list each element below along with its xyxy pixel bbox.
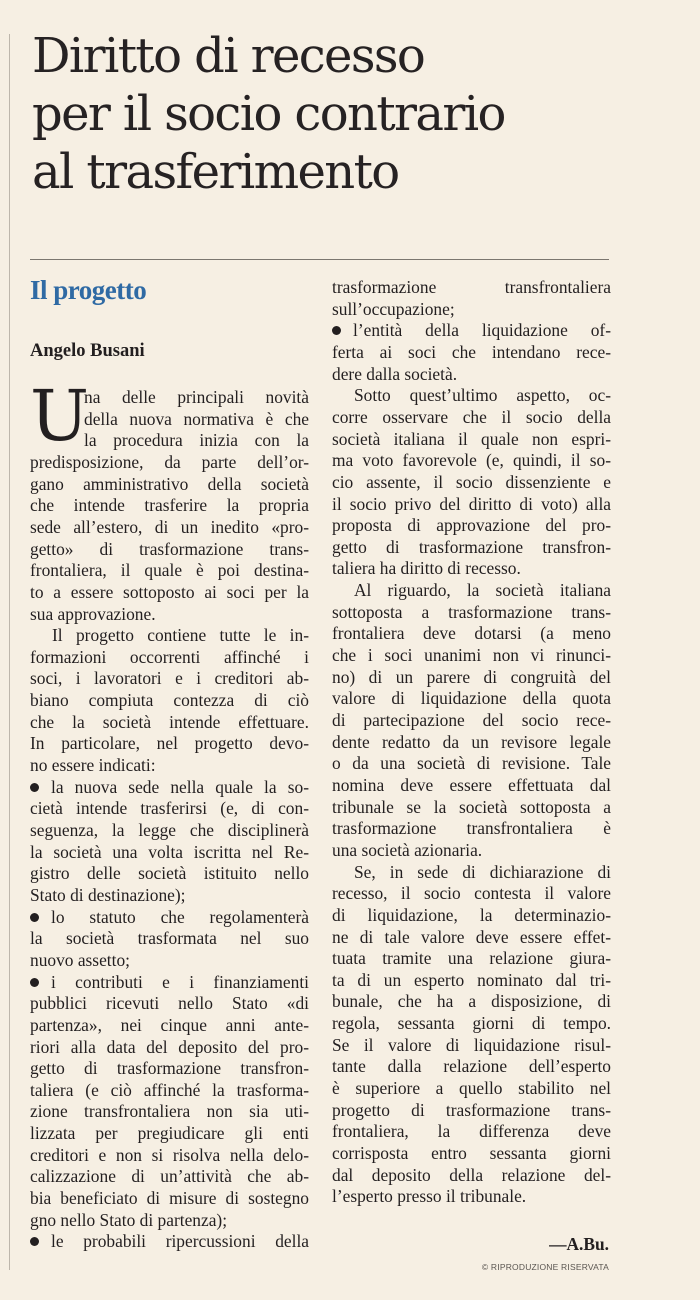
- text-line-content: sede all’estero, di un inedito «pro-: [30, 516, 309, 537]
- text-line: [30, 841, 309, 863]
- section-divider: [30, 259, 609, 260]
- text-line-content: pubblici ricevuti nello Stato «di: [30, 993, 309, 1014]
- text-line-content: bunale, che ha a disposizione, di: [332, 991, 611, 1012]
- text-line: [30, 1230, 309, 1252]
- text-line: [30, 516, 309, 538]
- text-line: [30, 1079, 309, 1101]
- text-line: [332, 1142, 611, 1164]
- text-line-content: frontaliera deve dotarsi (a meno: [332, 623, 611, 644]
- text-line: [30, 711, 309, 733]
- text-line: [332, 839, 611, 861]
- text-line-content: In particolare, nel progetto devo-: [30, 733, 309, 754]
- text-line: [332, 428, 611, 450]
- text-line: [332, 644, 611, 666]
- headline-line: per il socio contrario: [32, 86, 505, 142]
- text-line-content: frontaliera, la differenza deve: [332, 1121, 611, 1142]
- text-line-content: recesso, il socio contesta il valore: [332, 883, 611, 904]
- text-line: [332, 774, 611, 796]
- text-line: [332, 1120, 611, 1142]
- text-line: [332, 319, 611, 341]
- text-line: [332, 557, 611, 579]
- text-line: [30, 624, 309, 646]
- text-line: [30, 1165, 309, 1187]
- text-line-content: società italiana il quale non espri-: [332, 428, 611, 449]
- text-line-content: corre osservare che il socio della: [332, 406, 611, 427]
- text-line-content: seguenza, la legge che disciplinerà: [30, 820, 309, 840]
- text-line-content: Stato di destinazione);: [30, 884, 186, 905]
- text-line-content: dente redatto da un revisore legale: [332, 731, 611, 752]
- text-line: [332, 969, 611, 991]
- text-line-content: della nuova normativa è che: [84, 408, 309, 429]
- text-line-content: creditori e non si risolva nella delo-: [30, 1144, 309, 1165]
- text-line: [30, 408, 309, 430]
- text-line-content: ne di tale valore deve essere effet-: [332, 926, 611, 947]
- text-line-content: no) di un parere di congruità del: [332, 666, 611, 687]
- text-line: [30, 429, 309, 451]
- text-line: [332, 904, 611, 926]
- text-line: [332, 861, 611, 883]
- headline-line: al trasferimento: [32, 144, 399, 200]
- text-line: [30, 473, 309, 495]
- text-line: [30, 1122, 309, 1144]
- text-line: [332, 990, 611, 1012]
- text-line-content: lo statuto che regolamenterà: [51, 906, 309, 927]
- drop-cap: U: [30, 375, 89, 457]
- text-line: [332, 1012, 611, 1034]
- text-line-content: dere dalla società.: [332, 363, 458, 384]
- text-line-content: la nuova sede nella quale la so-: [51, 776, 309, 797]
- text-line-content: nomina deve essere effettuata dal: [332, 774, 611, 795]
- author-signature: —A.Bu.: [549, 1234, 609, 1254]
- text-line: [30, 646, 309, 668]
- text-line-content: tribunale se la società sottoposta a: [332, 796, 611, 817]
- text-line-content: getto di trasformazione transfron-: [332, 536, 611, 557]
- text-line: [30, 776, 309, 798]
- text-line-content: la società una volta iscritta nel Re-: [30, 841, 309, 862]
- text-line: [332, 947, 611, 969]
- page-edge-rule: [9, 34, 10, 1270]
- text-line-content: trasformazione transfrontaliera: [332, 277, 611, 297]
- text-line-content: frontaliera, il quale è poi destina-: [30, 560, 309, 581]
- text-line: [332, 796, 611, 818]
- text-line: [30, 494, 309, 516]
- text-line-content: soci, i lavoratori e i creditori ab-: [30, 668, 309, 689]
- text-line: [30, 884, 309, 906]
- text-line-content: predisposizione, da parte dell’or-: [30, 451, 309, 472]
- text-line: [30, 667, 309, 689]
- text-line: [30, 603, 309, 625]
- section-kicker: Il progetto: [30, 275, 147, 305]
- text-line: [30, 689, 309, 711]
- text-line: [30, 1100, 309, 1122]
- text-line-content: partenza», nei cinque anni ante-: [30, 1014, 309, 1035]
- text-line-content: di liquidazione, la determinazio-: [332, 904, 611, 925]
- text-line: [332, 363, 611, 385]
- text-line: [30, 559, 309, 581]
- text-line: [332, 1034, 611, 1056]
- text-line: [332, 709, 611, 731]
- text-line: [332, 666, 611, 688]
- text-line-content: na delle principali novità: [84, 387, 309, 407]
- text-line-content: la società trasformata nel suo: [30, 928, 309, 949]
- text-line: [332, 687, 611, 709]
- text-line-content: di partecipazione del socio rece-: [332, 710, 611, 730]
- text-line-content: il socio privo del diritto di voto) alla: [332, 493, 611, 514]
- text-line-content: o da una società di revisione. Tale: [332, 753, 611, 774]
- text-line-content: formazioni occorrenti affinché i: [30, 646, 309, 667]
- text-line-content: nuovo assetto;: [30, 949, 130, 970]
- text-line-content: una società azionaria.: [332, 839, 483, 860]
- text-line-content: che la società intende effettuare.: [30, 711, 309, 732]
- article-headline: [32, 27, 652, 201]
- text-line: [30, 862, 309, 884]
- text-line-content: la procedura inizia con la: [84, 430, 309, 451]
- text-line: [30, 949, 309, 971]
- text-line: [332, 752, 611, 774]
- text-line-content: dal deposito della relazione del-: [332, 1164, 611, 1185]
- text-line: [332, 449, 611, 471]
- text-line: [332, 514, 611, 536]
- text-line-content: l’entità della liquidazione of-: [353, 320, 611, 341]
- text-line: [332, 493, 611, 515]
- text-line-content: che i soci unanimi non vi rinunci-: [332, 645, 611, 666]
- text-line-content: lizzata per pregiudicare gli enti: [30, 1123, 309, 1144]
- text-line: [30, 581, 309, 603]
- text-line: [332, 384, 611, 406]
- text-line: [30, 538, 309, 560]
- text-line-content: sull’occupazione;: [332, 298, 455, 319]
- text-line-content: Il progetto contiene tutte le in-: [52, 625, 309, 646]
- text-line-content: le probabili ripercussioni della: [51, 1231, 309, 1252]
- text-line-content: proposta di approvazione del pro-: [332, 515, 611, 536]
- text-line-content: sua approvazione.: [30, 603, 156, 624]
- text-line: [30, 927, 309, 949]
- text-line-content: biano compiuta contezza di ciò: [30, 690, 309, 711]
- bullet-icon: [30, 978, 39, 987]
- text-line: [332, 1164, 611, 1186]
- text-line: [30, 386, 309, 408]
- text-line-content: è superiore a quello stabilito nel: [332, 1078, 611, 1099]
- text-line-content: Se il valore di liquidazione risul-: [332, 1034, 611, 1055]
- text-line: [332, 1185, 611, 1207]
- text-line-content: valore di liquidazione della quota: [332, 688, 611, 709]
- text-line: [30, 797, 309, 819]
- text-line-content: calizzazione di un’attività che ab-: [30, 1166, 309, 1187]
- text-line: [332, 1099, 611, 1121]
- text-line: [332, 471, 611, 493]
- text-line-content: cio assente, il socio dissenziente e: [332, 471, 611, 492]
- text-line-content: gano amministrativo della società: [30, 473, 309, 494]
- text-line: [332, 1077, 611, 1099]
- text-line-content: ferta ai soci che intendano rece-: [332, 341, 611, 362]
- text-line-content: taliera ha diritto di recesso.: [332, 558, 521, 579]
- text-line: [332, 1055, 611, 1077]
- text-line-content: che intende trasferire la propria: [30, 495, 309, 516]
- text-line: [332, 406, 611, 428]
- headline-line: Diritto di recesso: [32, 28, 425, 84]
- text-line-content: bia beneficiato di misure di sostegno: [30, 1188, 309, 1209]
- text-line-content: getto di trasformazione transfron-: [30, 1058, 309, 1079]
- text-line: [332, 536, 611, 558]
- text-line: [332, 926, 611, 948]
- text-line: [30, 732, 309, 754]
- bullet-icon: [30, 913, 39, 922]
- text-line-content: ta di un esperto nominato dal tri-: [332, 969, 611, 990]
- author-byline: Angelo Busani: [30, 341, 145, 361]
- text-line-content: riori alla data del deposito del pro-: [30, 1036, 309, 1057]
- bullet-icon: [30, 1237, 39, 1246]
- text-line: [30, 1187, 309, 1209]
- text-line: [332, 276, 611, 298]
- text-line: [332, 817, 611, 839]
- copyright-notice: © RIPRODUZIONE RISERVATA: [481, 1262, 609, 1272]
- text-line: [332, 579, 611, 601]
- text-line: [332, 601, 611, 623]
- text-line: [30, 1036, 309, 1058]
- text-line-content: tante dalla relazione dell’esperto: [332, 1056, 611, 1077]
- text-line-content: Al riguardo, la società italiana: [354, 580, 611, 601]
- text-line: [30, 992, 309, 1014]
- text-line: [30, 1209, 309, 1231]
- text-line-content: gistro delle società istituito nello: [30, 863, 309, 884]
- text-line-content: zione transfrontaliera non sia uti-: [30, 1101, 309, 1122]
- bullet-icon: [30, 783, 39, 792]
- text-line-content: regola, sessanta giorni di tempo.: [332, 1013, 611, 1034]
- text-line: [332, 622, 611, 644]
- text-line-content: to a essere sottoposto ai soci per la: [30, 581, 309, 602]
- text-line-content: gno nello Stato di partenza);: [30, 1209, 228, 1230]
- text-line: [30, 1014, 309, 1036]
- text-line-content: no essere indicati:: [30, 755, 156, 776]
- text-line: [332, 341, 611, 363]
- text-line: [30, 754, 309, 776]
- text-line-content: corrisposta entro sessanta giorni: [332, 1143, 611, 1163]
- text-line-content: taliera (e ciò affinché la trasforma-: [30, 1079, 309, 1100]
- bullet-icon: [332, 326, 341, 335]
- text-line: [30, 1057, 309, 1079]
- text-line-content: sottoposta a trasformazione trans-: [332, 601, 611, 622]
- text-line-content: progetto di trasformazione trans-: [332, 1099, 611, 1120]
- text-line-content: Se, in sede di dichiarazione di: [354, 861, 611, 882]
- text-line-content: l’esperto presso il tribunale.: [332, 1186, 527, 1207]
- text-line: [30, 971, 309, 993]
- text-line: [332, 731, 611, 753]
- text-line-content: cietà intende trasferirsi (e, di con-: [30, 798, 309, 819]
- text-line-content: tuata tramite una relazione giura-: [332, 948, 611, 969]
- text-line: [332, 298, 611, 320]
- text-line-content: getto» di trasformazione trans-: [30, 538, 309, 559]
- text-line: [30, 906, 309, 928]
- text-line: [332, 882, 611, 904]
- text-line-content: i contributi e i finanziamenti: [51, 971, 309, 992]
- text-line: [30, 819, 309, 841]
- text-line-content: ma voto favorevole (e, quindi, il so-: [332, 450, 611, 471]
- text-line-content: trasformazione transfrontaliera è: [332, 818, 611, 839]
- text-line: [30, 1144, 309, 1166]
- text-line: [30, 451, 309, 473]
- text-line-content: Sotto quest’ultimo aspetto, oc-: [354, 385, 611, 406]
